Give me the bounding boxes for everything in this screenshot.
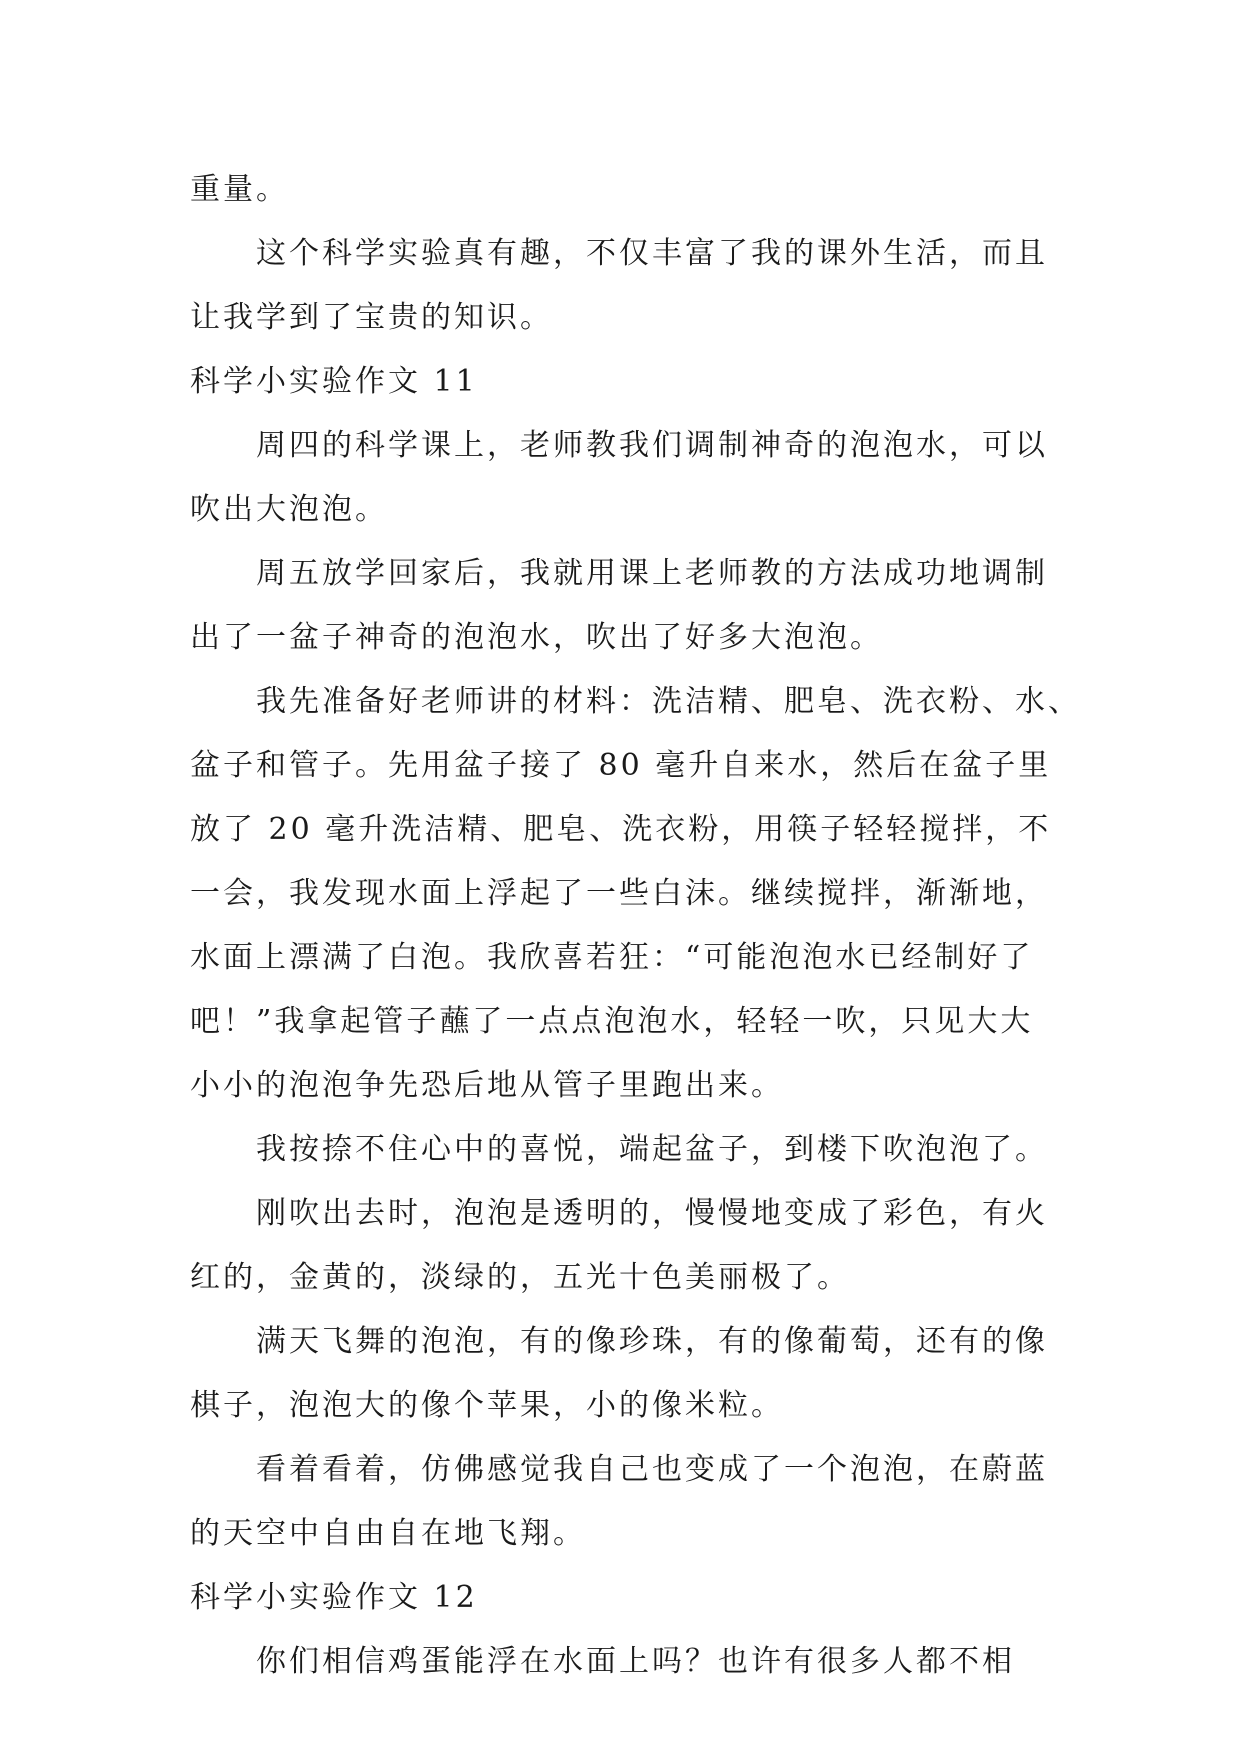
text-line: 让我学到了宝贵的知识。 <box>190 300 553 335</box>
paragraph-start: 满天飞舞的泡泡，有的像珍珠，有的像葡萄，还有的像 <box>256 1324 1048 1359</box>
text-line: 红的，金黄的，淡绿的，五光十色美丽极了。 <box>190 1260 850 1295</box>
text-line: 一会，我发现水面上浮起了一些白沫。继续搅拌，渐渐地， <box>190 876 1048 911</box>
text-line: 吧！”我拿起管子蘸了一点点泡泡水，轻轻一吹，只见大大 <box>190 1004 1034 1039</box>
text-line: 小小的泡泡争先恐后地从管子里跑出来。 <box>190 1068 784 1103</box>
paragraph-start: 看着看着，仿佛感觉我自己也变成了一个泡泡，在蔚蓝 <box>256 1452 1048 1487</box>
text-line: 水面上漂满了白泡。我欣喜若狂：“可能泡泡水已经制好了 <box>190 940 1034 975</box>
text-line: 重量。 <box>190 172 289 207</box>
section-heading: 科学小实验作文 11 <box>190 364 478 399</box>
paragraph-start: 我按捺不住心中的喜悦，端起盆子，到楼下吹泡泡了。 <box>256 1132 1048 1167</box>
text-line: 放了 20 毫升洗洁精、肥皂、洗衣粉，用筷子轻轻搅拌，不 <box>190 812 1052 847</box>
text-line: 棋子，泡泡大的像个苹果，小的像米粒。 <box>190 1388 784 1423</box>
section-heading: 科学小实验作文 12 <box>190 1580 478 1615</box>
paragraph-start: 我先准备好老师讲的材料：洗洁精、肥皂、洗衣粉、水、 <box>256 684 1081 719</box>
text-line: 出了一盆子神奇的泡泡水，吹出了好多大泡泡。 <box>190 620 883 655</box>
text-line: 盆子和管子。先用盆子接了 80 毫升自来水，然后在盆子里 <box>190 748 1052 783</box>
paragraph-start: 周五放学回家后，我就用课上老师教的方法成功地调制 <box>256 556 1048 591</box>
text-line: 的天空中自由自在地飞翔。 <box>190 1516 586 1551</box>
paragraph-start: 这个科学实验真有趣，不仅丰富了我的课外生活，而且 <box>256 236 1048 271</box>
document-body <box>190 158 1081 1694</box>
paragraph-start: 刚吹出去时，泡泡是透明的，慢慢地变成了彩色，有火 <box>256 1196 1048 1231</box>
paragraph-start: 周四的科学课上，老师教我们调制神奇的泡泡水，可以 <box>256 428 1048 463</box>
text-line: 吹出大泡泡。 <box>190 492 388 527</box>
paragraph-start: 你们相信鸡蛋能浮在水面上吗？也许有很多人都不相 <box>256 1644 1015 1679</box>
